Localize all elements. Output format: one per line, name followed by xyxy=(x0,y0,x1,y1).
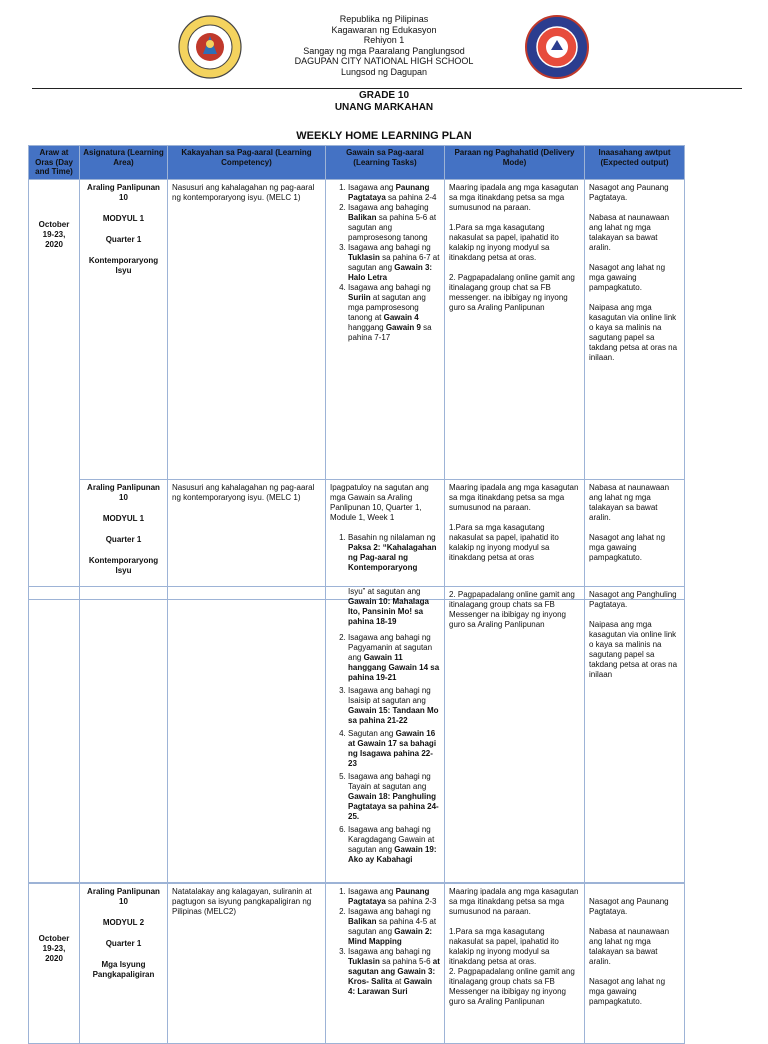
delivery-cell xyxy=(445,479,585,599)
delivery-text: 1.Para sa mga kasagutang nakasulat sa papel, ipahatid ito kalakip ng inyong modyul sa itinakdang petsa at oras. xyxy=(449,222,559,262)
subject-line: Araling Panlipunan 10 xyxy=(87,182,160,202)
header-divider xyxy=(32,88,742,89)
output-text: Nasagot ang Paunang Pagtataya. xyxy=(589,182,669,202)
date-cell xyxy=(29,587,80,883)
task-item: 1. Basahin ng nilalaman ng Paksa 2: “Kahalagahan ng Pag-aaral ng Kontemporaryong xyxy=(348,533,440,573)
output-text: Nabasa at naunawaan ang lahat ng mga talakayan sa bawat aralin. xyxy=(589,927,670,966)
task-item: 3. Isagawa ang bahagi ng Tuklasin sa pahina 5-6 at sagutan ang Gawain 3: Kros- Salita at Gawain 4: Larawan Suri xyxy=(348,947,440,997)
competency-cell xyxy=(168,179,326,479)
subject-line: Araling Panlipunan 10 xyxy=(87,887,160,906)
header-line: Lungsod ng Dagupan xyxy=(340,66,428,77)
subject-line: Kontemporaryong Isyu xyxy=(88,555,159,575)
task-item: 3. Isagawa ang bahagi ng Tuklasin sa pahina 6-7 at sagutan ang Gawain 3: Halo Letra xyxy=(348,243,440,283)
delivery-text: 1.Para sa mga kasagutang nakasulat sa papel, ipahatid ito kalakip ng inyong modyul sa itinakdang petsa at oras. xyxy=(449,927,559,966)
subject-line: MODYUL 1 xyxy=(102,213,145,223)
task-item: 1. Isagawa ang Paunang Pagtataya sa pahina 2-3 xyxy=(348,887,440,907)
competency-cell xyxy=(168,587,326,883)
date-text: October 19-23, 2020 xyxy=(38,934,70,963)
task-item: 4. Sagutan ang Gawain 16 at Gawain 17 sa bahagi ng Isagawa pahina 22-23 xyxy=(348,729,440,769)
subject-cell xyxy=(80,587,168,883)
column-header: Araw at Oras (Day and Time) xyxy=(29,146,80,180)
tasks-cell xyxy=(326,884,445,1044)
delivery-text: 2. Pagpapadalang online gamit ang itinalagang group chat sa FB messenger. na ibibigay ng inyong guro sa Araling Panlipunan xyxy=(449,272,575,312)
subject-cell xyxy=(80,884,168,1044)
school-name: DAGUPAN CITY NATIONAL HIGH SCHOOL xyxy=(294,56,474,67)
competency-text: Natatalakay ang kalagayan, suliranin at pagtugon sa isyung pangkapaligiran ng Pilipinas (MELC2) xyxy=(172,887,312,916)
tasks-cell xyxy=(326,179,445,479)
subject-line: Quarter 1 xyxy=(105,234,142,244)
subject-line: Araling Panlipunan 10 xyxy=(87,482,160,502)
school-seal-icon xyxy=(522,14,592,80)
task-item: 2. Isagawa ang bahaging Balikan sa pahina 5-6 at sagutan ang pamprosesong tanong xyxy=(348,203,440,243)
competency-cell xyxy=(168,479,326,599)
task-list xyxy=(330,183,440,343)
header-line: Republika ng Pilipinas xyxy=(339,14,429,24)
task-item: 5. Isagawa ang bahagi ng Tayain at sagutan ang Gawain 18: Panghuling Pagtataya sa pahina 24-25. xyxy=(348,772,440,822)
subject-line: MODYUL 2 xyxy=(102,918,145,927)
task-list xyxy=(330,887,440,997)
delivery-text: Maaring ipadala ang mga kasagutan sa mga itinakdang petsa sa mga sumusunod na paraan. xyxy=(449,182,579,212)
subject-line: MODYUL 1 xyxy=(102,513,145,523)
output-cell xyxy=(585,479,685,599)
output-text: Nasagot ang Panghuling Pagtataya. xyxy=(589,590,677,609)
delivery-text: 2. Pagpapadalang online gamit ang itinalagang group chats sa FB Messenger na ibibigay ng inyong guro sa Araling Panlipunan xyxy=(449,590,575,629)
delivery-cell xyxy=(445,179,585,479)
grade-title: GRADE 10 xyxy=(358,90,409,101)
document-header xyxy=(0,0,768,90)
date-cell xyxy=(29,179,80,599)
table-row xyxy=(29,179,685,479)
table-row xyxy=(29,884,685,1044)
subject-line: Kontemporaryong Isyu xyxy=(88,255,159,275)
output-text: Nasagot ang lahat ng mga gawaing pampagkatuto. xyxy=(589,532,666,562)
output-text: Naipasa ang mga kasagutan via online link o kaya sa malinis na sagutang papel sa takdang petsa at oras na inilaan xyxy=(589,620,678,679)
column-header: Paraan ng Paghahatid (Delivery Mode) xyxy=(445,146,585,180)
output-cell xyxy=(585,179,685,479)
task-item: 4. Isagawa ang bahagi ng Suriin at sagutan ang mga pamprosesong tanong at Gawain 4 hanggang Gawain 9 sa pahina 7-17 xyxy=(348,283,440,343)
table-row xyxy=(29,479,685,599)
task-intro: Ipagpatuloy na sagutan ang mga Gawain sa Araling Panlipunan 10, Quarter 1, Module 1, Week 1 xyxy=(330,482,429,522)
table-row xyxy=(29,587,685,883)
subject-line: Quarter 1 xyxy=(105,534,142,544)
subject-line: Quarter 1 xyxy=(105,939,142,948)
column-header: Gawain sa Pag-aaral (Learning Tasks) xyxy=(326,146,445,180)
output-cell xyxy=(585,884,685,1044)
output-text: Naipasa ang mga kasagutan via online link o kaya sa malinis na sagutang papel sa takdang petsa at oras na inilaan. xyxy=(589,302,678,362)
plan-title: WEEKLY HOME LEARNING PLAN xyxy=(296,130,472,142)
task-item: 2. Isagawa ang bahagi ng Balikan sa pahina 4-5 at sagutan ang Gawain 2: Mind Mapping xyxy=(348,907,440,947)
output-cell xyxy=(585,587,685,883)
output-text: Nasagot ang lahat ng mga gawaing pampagkatuto. xyxy=(589,262,666,292)
column-header: Asignatura (Learning Area) xyxy=(80,146,168,180)
tasks-cell xyxy=(326,587,445,883)
delivery-cell xyxy=(445,587,585,883)
learning-plan-table xyxy=(28,145,685,600)
column-header: Inaasahang awtput (Expected output) xyxy=(585,146,685,180)
output-text: Nabasa at naunawaan ang lahat ng mga talakayan sa bawat aralin. xyxy=(589,212,670,252)
output-text: Nabasa at naunawaan ang lahat ng mga talakayan sa bawat aralin. xyxy=(589,482,670,522)
competency-text: Nasusuri ang kahalagahan ng pag-aaral ng kontemporaryong isyu. (MELC 1) xyxy=(172,482,315,502)
output-text: Nasagot ang lahat ng mga gawaing pampagkatuto. xyxy=(589,977,666,1006)
output-text: Nasagot ang Paunang Pagtataya. xyxy=(589,897,669,916)
learning-plan-table-row3 xyxy=(28,883,685,1044)
task-item: 1. Isagawa ang Paunang Pagtataya sa pahina 2-4 xyxy=(348,183,440,203)
header-line: Sangay ng mga Paaralang Panglungsod xyxy=(303,45,465,56)
date-cell xyxy=(29,884,80,1044)
subject-cell xyxy=(80,479,168,599)
date-text: October 19-23, 2020 xyxy=(38,219,70,249)
column-header: Kakayahan sa Pag-aaral (Learning Competency) xyxy=(168,146,326,180)
header-line: Kagawaran ng Edukasyon xyxy=(331,24,437,35)
competency-cell xyxy=(168,884,326,1044)
task-item: 3. Isagawa ang bahagi ng Isaisip at sagutan ang Gawain 15: Tandaan Mo sa pahina 21-22 xyxy=(348,686,440,726)
table-header-row xyxy=(29,146,685,180)
task-item: 6. Isagawa ang bahagi ng Karagdagang Gawain at sagutan ang Gawain 19: Ako ay Kabahagi xyxy=(348,825,440,865)
task-item: 2. Isagawa ang bahagi ng Pagyamanin at sagutan ang Gawain 11 hanggang Gawain 14 sa pahina 19-21 xyxy=(348,633,440,683)
task-list xyxy=(330,533,440,573)
tasks-cell xyxy=(326,479,445,599)
subject-line: Mga Isyung Pangkapaligiran xyxy=(92,960,155,979)
delivery-text: Maaring ipadala ang mga kasagutan sa mga itinakdang petsa sa mga sumusunod na paraan. xyxy=(449,482,579,512)
competency-text: Nasusuri ang kahalagahan ng pag-aaral ng kontemporaryong isyu. (MELC 1) xyxy=(172,182,315,202)
delivery-cell xyxy=(445,884,585,1044)
school-header-text xyxy=(230,14,538,78)
delivery-text: Maaring ipadala ang mga kasagutan sa mga itinakdang petsa sa mga sumusunod na paraan. xyxy=(449,887,579,916)
quarter-title: UNANG MARKAHAN xyxy=(334,102,434,113)
learning-plan-table-continued xyxy=(28,586,685,883)
delivery-text: 1.Para sa mga kasagutang nakasulat sa papel, ipahatid ito kalakip ng inyong modyul sa itinakdang petsa at oras xyxy=(449,522,559,562)
task-continuation: Isyu” at sagutan ang Gawain 10: Mahalaga Ito, Pansinin Mo! sa pahina 18-19 xyxy=(348,587,429,626)
delivery-text: 2. Pagpapadalang online gamit ang itinalagang group chats sa FB Messenger na ibibigay ng inyong guro sa Araling Panlipunan xyxy=(449,967,575,1006)
header-line: Rehiyon 1 xyxy=(363,35,405,46)
task-list xyxy=(330,633,440,865)
subject-cell xyxy=(80,179,168,479)
